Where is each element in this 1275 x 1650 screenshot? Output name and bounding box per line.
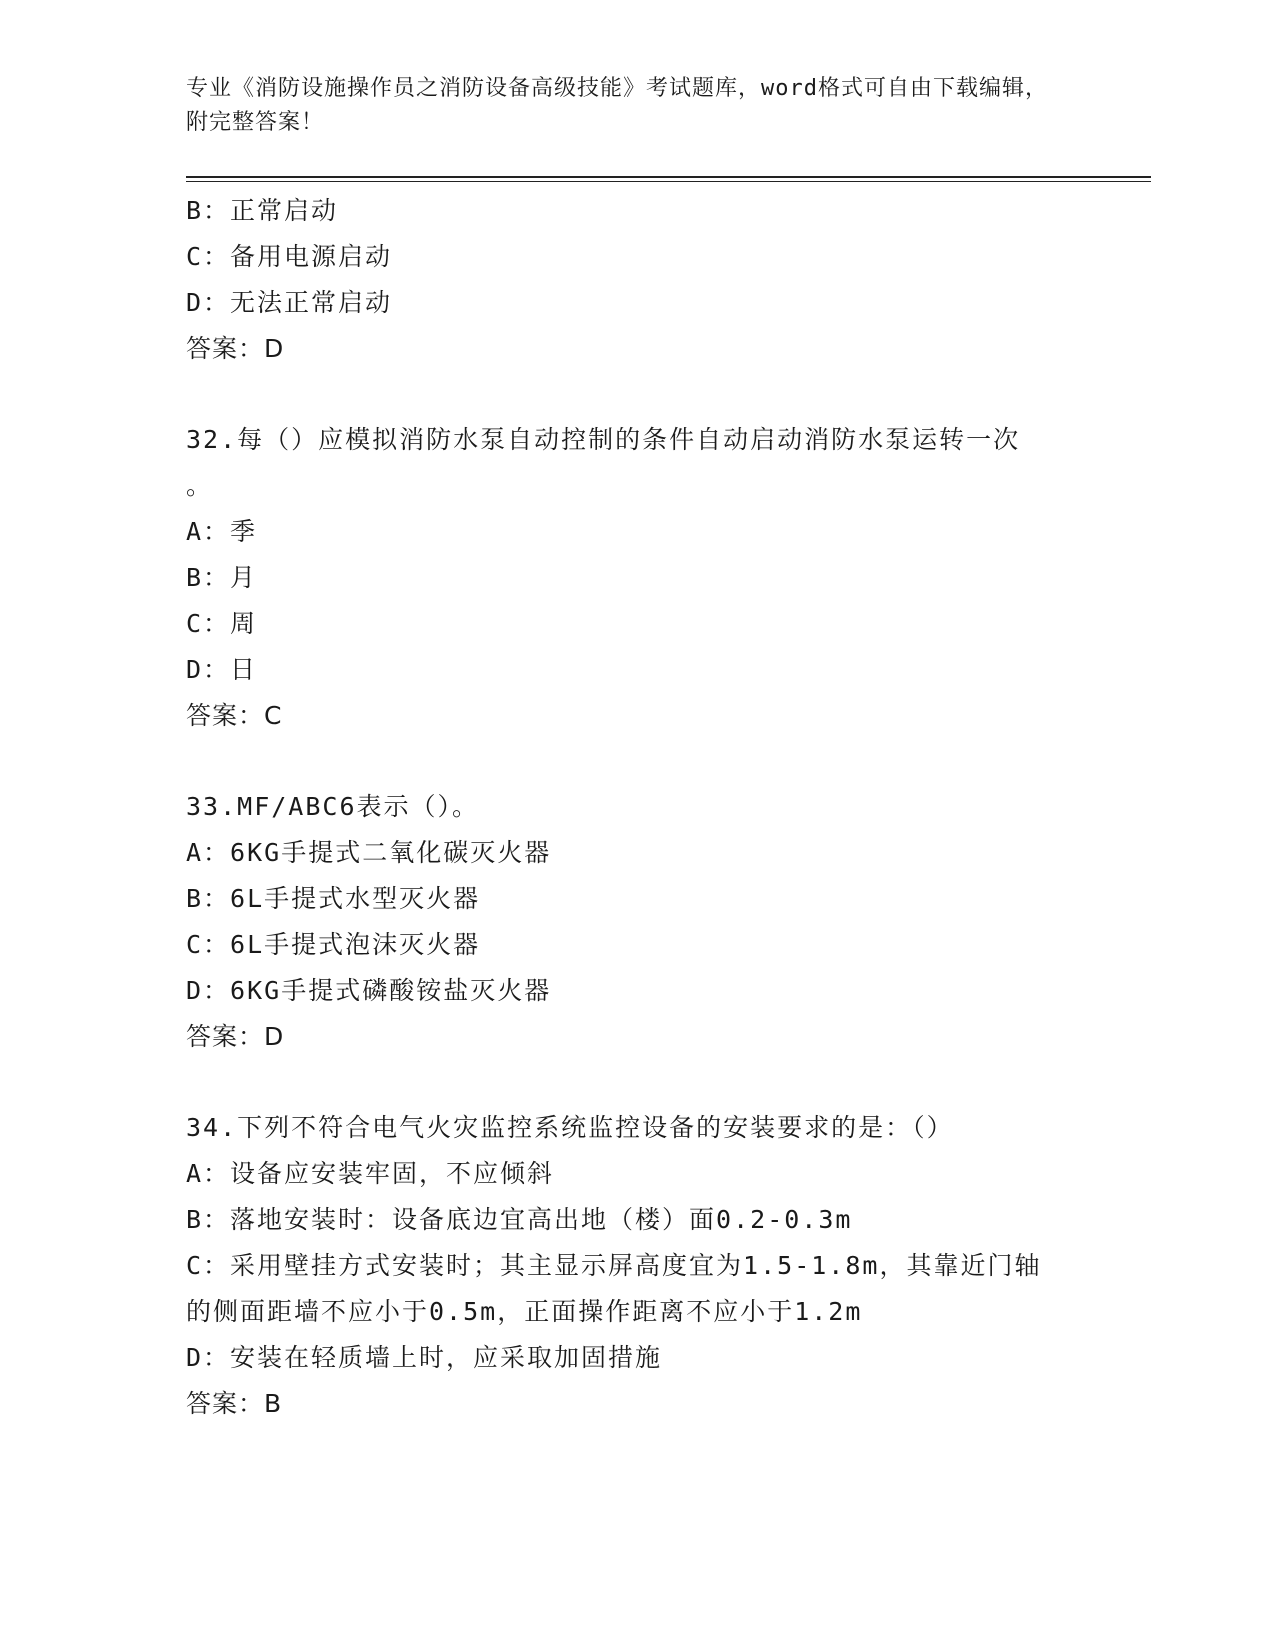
question-34 <box>186 1105 1086 1427</box>
q32-stem: 32.每（）应模拟消防水泵自动控制的条件自动启动消防水泵运转一次 <box>186 425 1021 454</box>
q33-option-c: C：6L手提式泡沫灭火器 <box>186 930 481 959</box>
document-header <box>186 72 1066 140</box>
q33-option-b: B：6L手提式水型灭火器 <box>186 884 481 913</box>
question-list <box>186 188 1086 1427</box>
q34-answer: 答案：B <box>186 1389 283 1418</box>
q32-option-c: C：周 <box>186 609 258 638</box>
question-31 <box>186 188 1086 372</box>
q32-stem-tail: 。 <box>186 471 214 500</box>
q33-option-d: D：6KG手提式磷酸铵盐灭火器 <box>186 976 552 1005</box>
q32-option-d: D：日 <box>186 655 258 684</box>
q32-option-b: B：月 <box>186 563 258 592</box>
q32-answer: 答案：C <box>186 701 283 730</box>
q31-answer: 答案：D <box>186 334 285 363</box>
q34-option-c: C：采用壁挂方式安装时；其主显示屏高度宜为1.5-1.8m，其靠近门轴 <box>186 1251 1042 1280</box>
q31-option-c: C：备用电源启动 <box>186 242 393 271</box>
q32-option-a: A：季 <box>186 517 258 546</box>
q33-stem: 33.MF/ABC6表示（）。 <box>186 792 480 821</box>
q34-option-d: D：安装在轻质墙上时，应采取加固措施 <box>186 1343 663 1372</box>
question-spacer <box>186 739 1086 784</box>
q31-option-d: D：无法正常启动 <box>186 288 393 317</box>
q31-option-b: B：正常启动 <box>186 196 339 225</box>
q34-option-c-continued: 的侧面距墙不应小于0.5m，正面操作距离不应小于1.2m <box>186 1297 863 1326</box>
q33-answer: 答案：D <box>186 1022 285 1051</box>
q33-option-a: A：6KG手提式二氧化碳灭火器 <box>186 838 552 867</box>
q34-option-b: B：落地安装时：设备底边宜高出地（楼）面0.2-0.3m <box>186 1205 853 1234</box>
header-rule-thin <box>186 181 1151 182</box>
header-rule-thick <box>186 176 1151 178</box>
question-spacer <box>186 1060 1086 1105</box>
question-spacer <box>186 372 1086 417</box>
q34-stem: 34.下列不符合电气火灾监控系统监控设备的安装要求的是：（） <box>186 1113 954 1142</box>
question-32 <box>186 417 1086 739</box>
q34-option-a: A：设备应安装牢固，不应倾斜 <box>186 1159 555 1188</box>
header-intro-text: 专业《消防设施操作员之消防设备高级技能》考试题库，word格式可自由下载编辑，附完整答案！ <box>186 76 1048 135</box>
question-33 <box>186 784 1086 1060</box>
